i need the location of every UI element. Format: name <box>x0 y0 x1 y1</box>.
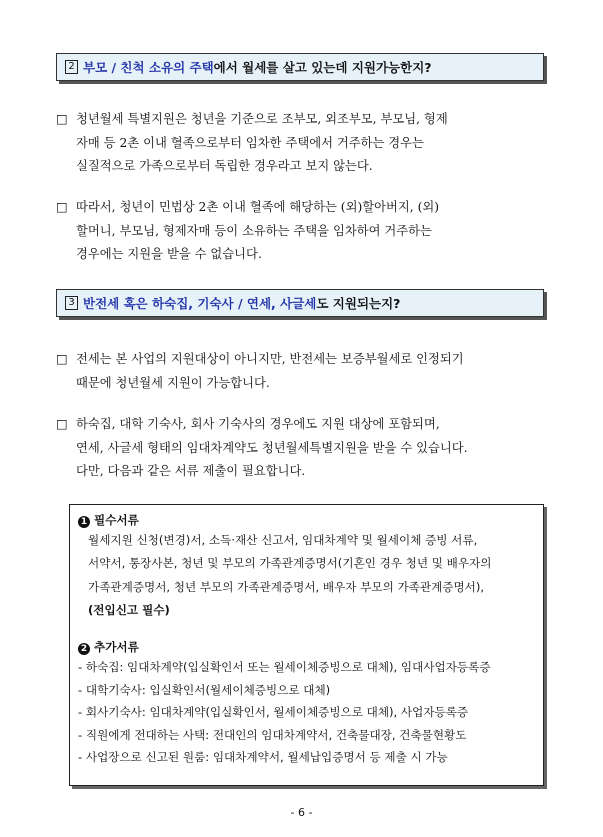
extra-docs-item: - 하숙집: 임대차계약(입실확인서 또는 월세이체증빙으로 대체), 임대사업자등록증 <box>78 660 491 675</box>
circled-number-icon: 1 <box>78 516 90 528</box>
required-docs-note: (전입신고 필수) <box>88 602 170 617</box>
bullet: □ <box>56 352 68 366</box>
required-docs-line: 월세지원 신청(변경)서, 소득·재산 신고서, 임대차계약 및 월세이체 증빙 서류, <box>88 533 478 547</box>
answer-paragraph: □ 전세는 본 사업의 지원대상이 아니지만, 반전세는 보증부월세로 인정되기 때문에 청년월세 지원이 가능합니다. <box>56 348 550 395</box>
question-text: 도 지원되는지? <box>316 296 401 311</box>
bullet: □ <box>56 112 68 126</box>
extra-docs-item: - 대학기숙사: 입실확인서(월세이체증빙으로 대체) <box>78 682 331 697</box>
page-number: - 6 - <box>290 806 313 819</box>
bullet: □ <box>56 417 68 431</box>
question-number: 3 <box>65 296 78 310</box>
question-2-header <box>56 53 544 81</box>
question-number: 2 <box>65 60 78 74</box>
question-3-header <box>56 289 544 317</box>
required-docs-line: 가족관계증명서, 청년 부모의 가족관계증명서, 배우자 부모의 가족관계증명서), <box>88 579 485 594</box>
answer-paragraph: □ 따라서, 청년이 민법상 2촌 이내 혈족에 해당하는 (외)할아버지, (외) 할머니, 부모님, 형제자매 등이 소유하는 주택을 임차하여 거주하는 경우에는 지원을 받을 수 없습니다. <box>56 196 550 267</box>
bullet: □ <box>56 200 68 214</box>
extra-docs-item: - 사업장으로 신고된 원룸: 임대차계약서, 월세납입증명서 등 제출 시 가능 <box>78 750 448 765</box>
required-docs-line: 서약서, 통장사본, 청년 및 부모의 가족관계증명서(기혼인 경우 청년 및 배우자의 <box>88 556 492 571</box>
question-text: 에서 월세를 살고 있는데 지원가능한지? <box>213 60 432 75</box>
answer-paragraph: □ 청년월세 특별지원은 청년을 기준으로 조부모, 외조부모, 부모님, 형제 자매 등 2촌 이내 혈족으로부터 임차한 주택에서 거주하는 경우는 실질적으로 가족으로부터 독립한 경우라고 보지 않는다. <box>56 108 550 179</box>
extra-docs-item: - 회사기숙사: 임대차계약(입실확인서, 월세이체증빙으로 대체), 사업자등록증 <box>78 705 469 720</box>
required-docs-heading: 1 필수서류 <box>78 511 535 529</box>
answer-paragraph: □ 하숙집, 대학 기숙사, 회사 기숙사의 경우에도 지원 대상에 포함되며, 연세, 사글세 형태의 임대차계약도 청년월세특별지원을 받을 수 있습니다. 다만, 다음과 같은 서류 제출이 필요합니다. <box>56 413 550 484</box>
documents-box <box>69 504 544 786</box>
question-highlight: 반전세 혹은 하숙집, 기숙사 / 연세, 사글세 <box>83 296 317 311</box>
extra-docs-heading: 2 추가서류 <box>78 638 535 656</box>
extra-docs-item: - 직원에게 전대하는 사택: 전대인의 임대차계약서, 건축물대장, 건축물현황도 <box>78 727 467 742</box>
question-highlight: 부모 / 친척 소유의 주택 <box>83 60 214 75</box>
circled-number-icon: 2 <box>78 643 90 655</box>
